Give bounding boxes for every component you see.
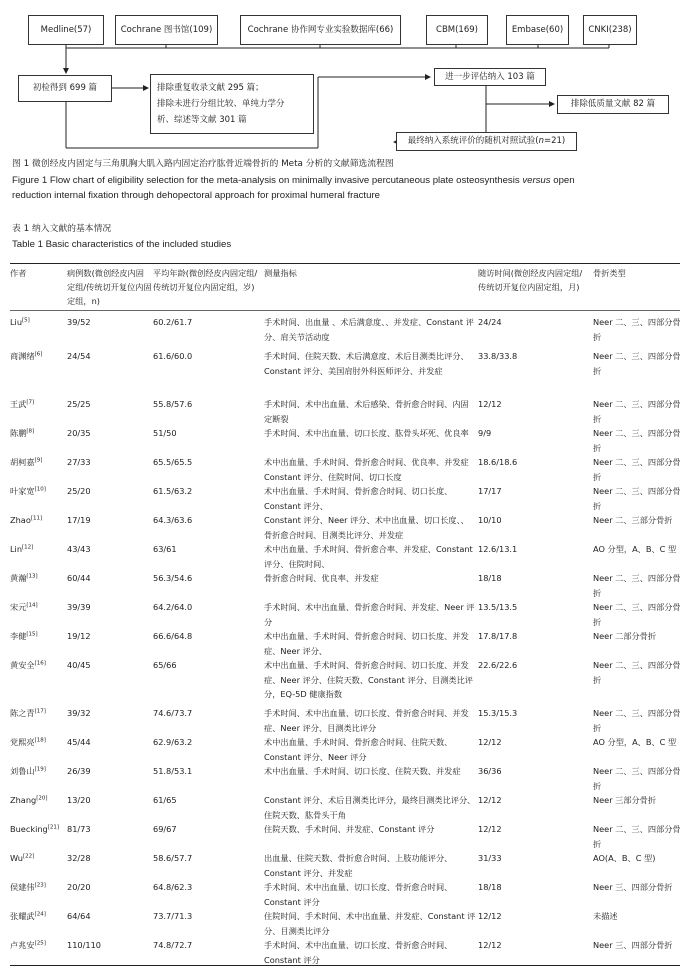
measures-cell: 术中出血量、手术时间、切口长度、住院天数、并发症 [264,766,461,776]
cases-cell: 27/33 [67,457,91,467]
followup-cell: 10/10 [478,515,502,525]
header-followup: 随访时间(微创经皮内固定组/传统切开复位内固定组，月) [478,268,583,292]
age-cell: 61.6/60.0 [153,351,193,361]
author-cell: 王武[7] [10,399,35,409]
author-cell: Lin[12] [10,544,34,554]
measures-cell: 住院天数、手术时间、并发症、Constant 评分 [264,824,435,834]
fracture-type-cell: Neer 三、四部分骨折 [593,882,673,892]
age-cell: 64.2/64.0 [153,602,193,612]
figure-caption-cn: 图 1 微创经皮内固定与三角肌胸大肌入路内固定治疗肱骨近端骨折的 Meta 分析的文献筛选流程图 [12,159,394,169]
cases-cell: 45/44 [67,737,91,747]
table-top-rule [10,263,680,264]
age-cell: 58.6/57.7 [153,853,193,863]
cases-cell: 39/32 [67,708,91,718]
cases-cell: 110/110 [67,940,102,950]
age-cell: 65.5/65.5 [153,457,193,467]
final-included-box [396,132,577,151]
cases-cell: 25/25 [67,399,91,409]
cases-cell: 32/28 [67,853,91,863]
exclusion-line: 排除未进行分组比较、单纯力学分 [157,99,285,109]
followup-cell: 12/12 [478,940,502,950]
age-cell: 74.8/72.7 [153,940,193,950]
measures-cell: 手术时间、术中出血量、骨折愈合时间、并发症、Neer 评分 [264,602,475,627]
followup-cell: 9/9 [478,428,492,438]
measures-cell: 手术时间、住院天数、术后满意度、术后目测类比评分、Constant 评分、美国肩肘外科医师评分、并发症 [264,351,469,376]
table-row [10,539,680,568]
source-label: CNKI(238) [588,24,632,35]
fracture-type-cell: Neer 二、三、四部分骨折 [593,824,681,849]
age-cell: 66.6/64.8 [153,631,193,641]
fracture-type-cell: Neer 二、三、四部分骨折 [593,486,681,511]
source-embase [506,15,569,45]
author-cell: 叶家宽[10] [10,486,46,496]
author-cell: 党熙亮[18] [10,737,46,747]
age-cell: 61/65 [153,795,177,805]
age-cell: 64.3/63.6 [153,515,193,525]
cases-cell: 64/64 [67,911,91,921]
fracture-type-cell: Neer 二、三、四部分骨折 [593,602,681,627]
age-cell: 63/61 [153,544,177,554]
age-cell: 64.8/62.3 [153,882,193,892]
initial-box [18,75,112,102]
followup-cell: 36/36 [478,766,502,776]
age-cell: 51.8/53.1 [153,766,193,776]
measures-cell: Constant 评分、Neer 评分、术中出血量、切口长度、、骨折愈合时间、目测类比评分、并发症 [264,515,469,540]
measures-cell: 术中出血量、手术时间、骨折愈合时间、优良率、并发症 Constant 评分、住院时间、切口长度 [264,457,469,482]
figure-caption-en-line2: reduction internal fixation through dehopectoral approach for proximal humeral fracture [12,190,380,201]
measures-cell: 手术时间、术中出血量、切口长度、肱骨头坏死、优良率 [264,428,469,438]
table-row [10,703,680,732]
table-row [10,761,680,790]
fracture-type-cell: Neer 二、三部分骨折 [593,515,673,525]
age-cell: 74.6/73.7 [153,708,193,718]
followup-cell: 12/12 [478,399,502,409]
followup-cell: 12.6/13.1 [478,544,518,554]
author-cell: 刘鲁山[19] [10,766,46,776]
table-row [10,935,680,964]
age-cell: 61.5/63.2 [153,486,193,496]
header-author: 作者 [10,268,27,278]
author-cell: 侯建伟[23] [10,882,46,892]
fracture-type-cell: Neer 二、三、四部分骨折 [593,399,681,424]
measures-cell: 术中出血量、手术时间、骨折愈合时间、切口长度、并发症、Neer 评分、 [264,631,469,656]
fracture-type-cell: AO 分型，A、B、C 型 [593,544,677,554]
exclusion-label: 排除低质量文献 82 篇 [570,99,656,109]
measures-cell: 骨折愈合时间、优良率、并发症 [264,573,379,583]
initial-label: 初检得到 699 篇 [32,83,98,93]
followup-cell: 12/12 [478,795,502,805]
measures-cell: 手术时间、出血量 、术后满意度、、并发症、Constant 评分、肩关节活动度 [264,317,474,342]
measures-cell: 术中出血量、手术时间、骨折愈合时间、切口长度、并发症、Neer 评分、住院天数、Constant 评分、目测类比评分，EQ-5D 健康指数 [264,660,473,699]
author-cell: 张耀武[24] [10,911,46,921]
table-row [10,394,680,423]
measures-cell: 术中出血量、手术时间、骨折愈合时间、切口长度、Constant 评分、 [264,486,453,511]
table-row [10,452,680,481]
header-rule [10,310,680,311]
followup-cell: 22.6/22.6 [478,660,518,670]
cases-cell: 40/45 [67,660,91,670]
source-label: Medline(57) [40,24,92,35]
source-label: CBM(169) [436,24,478,35]
measures-cell: 手术时间、术中出血量、切口长度、骨折愈合时间、Constant 评分 [264,940,453,965]
author-cell: 胡柯嘉[9] [10,457,43,467]
table-row [10,346,680,394]
table-row [10,877,680,906]
table-row [10,597,680,626]
age-cell: 51/50 [153,428,177,438]
source-cochrane-library [115,15,218,45]
cases-cell: 20/20 [67,882,91,892]
age-cell: 55.8/57.6 [153,399,193,409]
flowchart [0,0,690,160]
fracture-type-cell: Neer 二、三、四部分骨折 [593,573,681,598]
followup-cell: 31/33 [478,853,502,863]
author-cell: 卢兆安[25] [10,940,46,950]
table-row [10,848,680,877]
author-cell: 陈之青[17] [10,708,46,718]
table-bottom-rule [10,965,680,966]
table-row [10,732,680,761]
age-cell: 73.7/71.3 [153,911,193,921]
header-age: 平均年龄(微创经皮内固定组/传统切开复位内固定组，岁) [153,268,258,292]
table-row [10,481,680,510]
table-row [10,906,680,935]
fracture-type-cell: Neer 二、三、四部分骨折 [593,317,681,342]
cases-cell: 13/20 [67,795,91,805]
followup-cell: 17.8/17.8 [478,631,518,641]
header-measures: 测量指标 [264,268,297,278]
author-cell: 陈鹏[8] [10,428,35,438]
age-cell: 69/67 [153,824,177,834]
fracture-type-cell: 未描述 [593,911,618,921]
measures-cell: 术中出血量、手术时间、骨折愈合时间、住院天数、Constant 评分、Neer 评分 [264,737,453,762]
measures-cell: 出血量、住院天数、骨折愈合时间、上肢功能评分、Constant 评分、并发症 [264,853,453,878]
cases-cell: 19/12 [67,631,91,641]
followup-cell: 24/24 [478,317,502,327]
followup-cell: 12/12 [478,911,502,921]
author-cell: 黄瀚[13] [10,573,38,583]
fracture-type-cell: Neer 三、四部分骨折 [593,940,673,950]
cases-cell: 43/43 [67,544,91,554]
source-cochrane-trials [240,15,401,45]
cases-cell: 20/35 [67,428,91,438]
cases-cell: 24/54 [67,351,91,361]
final-label: 最终纳入系统评价的随机对照试验(n=21) [407,136,566,146]
fracture-type-cell: AO(A、B、C 型) [593,853,656,863]
author-cell: Liu[5] [10,317,30,327]
cases-cell: 60/44 [67,573,91,583]
fracture-type-cell: Neer 三部分骨折 [593,795,657,805]
measures-cell: 住院时间、手术时间、术中出血量、并发症、Constant 评分、目测类比评分 [264,911,476,936]
source-label: Cochrane 图书馆(109) [120,24,213,35]
table-row [10,626,680,655]
measures-cell: 术中出血量、手术时间、骨折愈合率、并发症、Constant 评分、住院时间、 [264,544,473,569]
author-cell: 宋元[14] [10,602,38,612]
table-row [10,568,680,597]
cases-cell: 81/73 [67,824,91,834]
further-label: 进一步评估纳入 103 篇 [445,71,535,82]
source-medline [28,15,104,45]
cases-cell: 39/52 [67,317,91,327]
fracture-type-cell: Neer 二、三、四部分骨折 [593,457,681,482]
author-cell: Zhang[20] [10,795,48,805]
measures-cell: 手术时间、术中出血量、术后感染、骨折愈合时间、内固定断裂 [264,399,469,424]
table-row [10,655,680,703]
fracture-type-cell: Neer 二、三、四部分骨折 [593,766,681,791]
author-cell: 黄安全[16] [10,660,46,670]
table-row [10,423,680,452]
measures-cell: 手术时间、术中出血量、切口长度、骨折愈合时间、并发症、Neer 评分、目测类比评分 [264,708,469,733]
figure-caption-en: Figure 1 Flow chart of eligibility selection for the meta-analysis on minimally invasive percutaneous plate osteosynthesis versus open [12,175,575,186]
exclusion-line: 排除重复收录文献 295 篇； [157,83,264,93]
followup-cell: 18/18 [478,882,502,892]
source-cnki [583,15,637,45]
followup-cell: 18/18 [478,573,502,583]
source-cbm [426,15,488,45]
exclusion-box-1 [150,74,314,134]
cases-cell: 17/19 [67,515,91,525]
low-quality-exclusion-box [557,95,669,114]
table-row [10,790,680,819]
cases-cell: 25/20 [67,486,91,496]
age-cell: 60.2/61.7 [153,317,193,327]
cases-cell: 26/39 [67,766,91,776]
fracture-type-cell: Neer 二、三、四部分骨折 [593,660,681,685]
table-caption-en: Table 1 Basic characteristics of the included studies [12,239,232,250]
table-caption-cn: 表 1 纳入文献的基本情况 [12,224,112,234]
cases-cell: 39/39 [67,602,91,612]
fracture-type-cell: Neer 二、三、四部分骨折 [593,708,681,733]
followup-cell: 33.8/33.8 [478,351,518,361]
followup-cell: 13.5/13.5 [478,602,518,612]
age-cell: 65/66 [153,660,177,670]
author-cell: Wu[22] [10,853,35,863]
table-row [10,510,680,539]
fracture-type-cell: Neer 二、三、四部分骨折 [593,428,681,453]
fracture-type-cell: Neer 二、三、四部分骨折 [593,351,681,376]
header-cases: 病例数(微创经皮内固定组/传统切开复位内固定组，n) [67,268,152,306]
source-label: Embase(60) [511,24,564,35]
table-row [10,819,680,848]
measures-cell: 手术时间、术中出血量、切口长度、骨折愈合时间、Constant 评分 [264,882,453,907]
fracture-type-cell: AO 分型，A、B、C 型 [593,737,677,747]
fracture-type-cell: Neer 二部分骨折 [593,631,657,641]
header-fracture-type: 骨折类型 [593,268,626,278]
author-cell: 商渊绪[6] [10,351,43,361]
followup-cell: 17/17 [478,486,502,496]
source-label: Cochrane 协作网专业实验数据库(66) [247,24,394,35]
age-cell: 62.9/63.2 [153,737,193,747]
followup-cell: 12/12 [478,824,502,834]
author-cell: Zhao[11] [10,515,43,525]
author-cell: 李健[15] [10,631,38,641]
followup-cell: 15.3/15.3 [478,708,518,718]
followup-cell: 18.6/18.6 [478,457,518,467]
further-assessment-box [434,68,546,86]
table-row [10,312,680,346]
measures-cell: Constant 评分、术后目测类比评分，最终目测类比评分、住院天数、肱骨头干角 [264,795,476,820]
age-cell: 56.3/54.6 [153,573,193,583]
followup-cell: 12/12 [478,737,502,747]
author-cell: Buecking[21] [10,824,60,834]
exclusion-line: 析、综述等文献 301 篇 [157,115,247,125]
